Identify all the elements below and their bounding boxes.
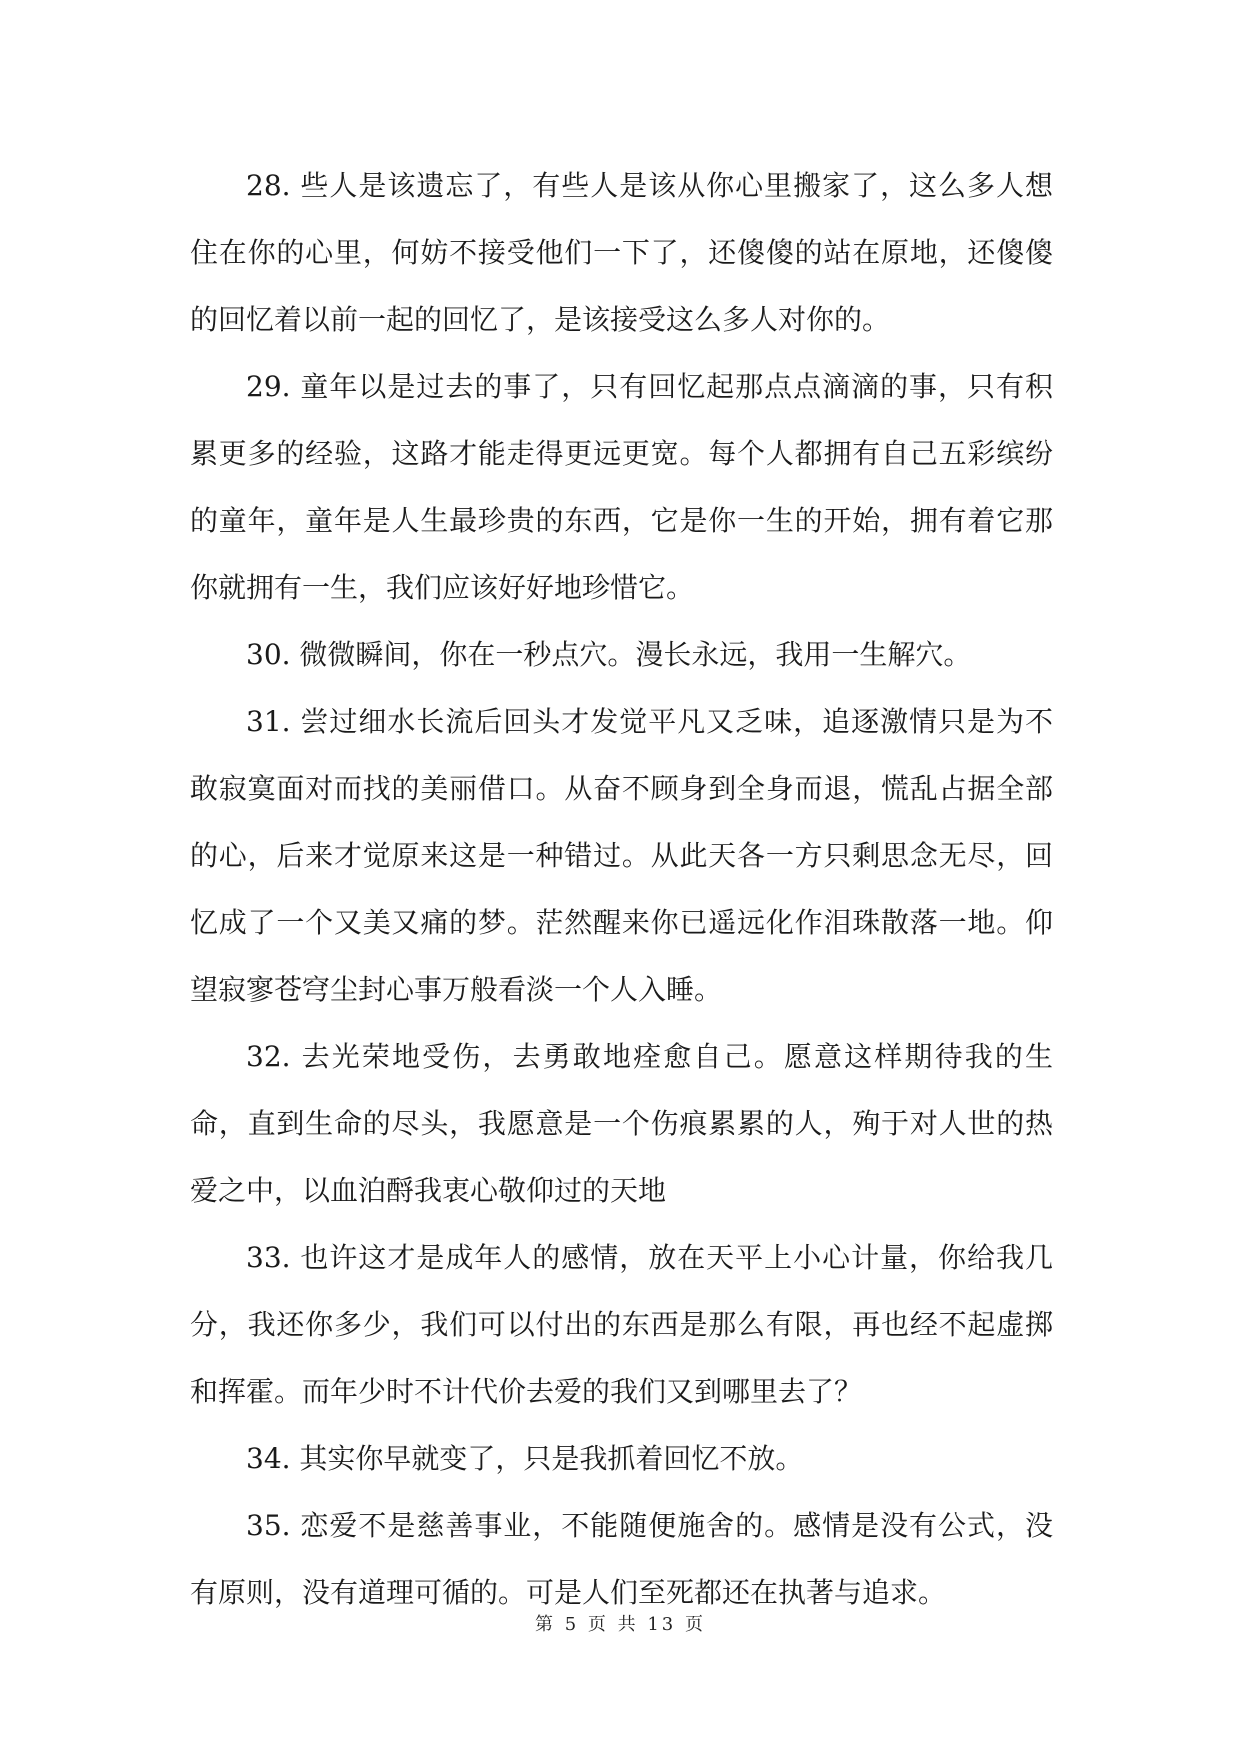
paragraph-31: 31. 尝过细水长流后回头才发觉平凡又乏味，追逐激情只是为不敢寂寞面对而找的美丽借口。从奋不顾身到全身而退，慌乱占据全部的心，后来才觉原来这是一种错过。从此天各一方只剩思念无尽，回忆成了一个又美又痛的梦。茫然醒来你已遥远化作泪珠散落一地。仰望寂寥苍穹尘封心事万般看淡一个人入睡。 bbox=[190, 705, 1053, 1006]
paragraph-32: 32. 去光荣地受伤，去勇敢地痊愈自己。愿意这样期待我的生命，直到生命的尽头，我愿意是一个伤痕累累的人，殉于对人世的热爱之中，以血泊酹我衷心敬仰过的天地 bbox=[190, 1040, 1053, 1207]
page-footer: 第 5 页 共 13 页 bbox=[535, 1614, 706, 1635]
paragraph-29: 29. 童年以是过去的事了，只有回忆起那点点滴滴的事，只有积累更多的经验，这路才能走得更远更宽。每个人都拥有自己五彩缤纷的童年，童年是人生最珍贵的东西，它是你一生的开始，拥有着它那你就拥有一生，我们应该好好地珍惜它。 bbox=[190, 370, 1053, 604]
paragraph-28: 28. 些人是该遗忘了，有些人是该从你心里搬家了，这么多人想住在你的心里，何妨不接受他们一下了，还傻傻的站在原地，还傻傻的回忆着以前一起的回忆了，是该接受这么多人对你的。 bbox=[190, 169, 1053, 336]
document-body bbox=[190, 152, 1053, 1626]
paragraph-34: 34. 其实你早就变了，只是我抓着回忆不放。 bbox=[246, 1442, 804, 1475]
paragraph-33: 33. 也许这才是成年人的感情，放在天平上小心计量，你给我几分，我还你多少，我们可以付出的东西是那么有限，再也经不起虚掷和挥霍。而年少时不计代价去爱的我们又到哪里去了？ bbox=[190, 1241, 1053, 1408]
paragraph-35: 35. 恋爱不是慈善事业，不能随便施舍的。感情是没有公式，没有原则，没有道理可循的。可是人们至死都还在执著与追求。 bbox=[190, 1509, 1053, 1609]
paragraph-30: 30. 微微瞬间，你在一秒点穴。漫长永远，我用一生解穴。 bbox=[246, 638, 972, 671]
